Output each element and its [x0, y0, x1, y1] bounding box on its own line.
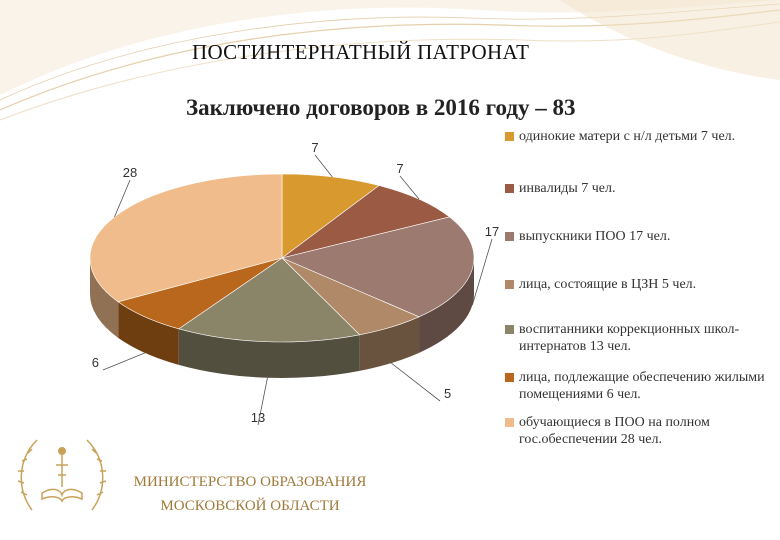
- legend-swatch: [505, 132, 514, 141]
- legend-label: инвалиды 7 чел.: [519, 181, 616, 196]
- legend-item: [505, 321, 774, 355]
- legend-item: [505, 276, 774, 293]
- data-label: 17: [484, 224, 500, 239]
- leader-line: [472, 239, 492, 305]
- legend-item: [505, 414, 774, 448]
- emblem-icon: [12, 425, 112, 525]
- legend-item: [505, 228, 774, 245]
- legend-label: выпускники ПОО 17 чел.: [519, 229, 671, 244]
- ministry-line-1: МИНИСТЕРСТВО ОБРАЗОВАНИЯ: [133, 474, 367, 490]
- legend-swatch: [505, 418, 514, 427]
- legend-label: одинокие матери с н/л детьми 7 чел.: [519, 129, 736, 144]
- leader-line: [315, 155, 332, 177]
- data-label: 28: [122, 165, 138, 180]
- legend-item: [505, 369, 774, 403]
- legend-label: обучающиеся в ПОО на полном гос.обеспечении 28 чел.: [519, 415, 710, 447]
- legend-swatch: [505, 373, 514, 382]
- legend-label: воспитанники коррекционных школ-интернатов 13 чел.: [519, 322, 740, 354]
- data-label: 13: [250, 410, 266, 425]
- leader-line: [391, 363, 440, 401]
- page-title: ПОСТИНТЕРНАТНЫЙ ПАТРОНАТ: [192, 40, 530, 64]
- data-label: 5: [444, 386, 452, 401]
- ministry-name: [130, 470, 370, 518]
- legend-swatch: [505, 325, 514, 334]
- legend-item: [505, 128, 774, 145]
- leader-line: [103, 353, 145, 370]
- data-label: 7: [396, 161, 404, 176]
- chart-title: Заключено договоров в 2016 году – 83: [186, 95, 576, 120]
- ministry-line-2: МОСКОВСКОЙ ОБЛАСТИ: [160, 498, 340, 514]
- legend-swatch: [505, 232, 514, 241]
- data-label: 7: [311, 140, 319, 155]
- legend-label: лица, подлежащие обеспечению жилыми помещениями 6 чел.: [519, 370, 765, 402]
- legend-swatch: [505, 280, 514, 289]
- legend-label: лица, состоящие в ЦЗН 5 чел.: [519, 277, 697, 292]
- legend-swatch: [505, 184, 514, 193]
- data-label: 6: [91, 355, 99, 370]
- pie-slices: [90, 174, 474, 342]
- legend-item: [505, 180, 774, 197]
